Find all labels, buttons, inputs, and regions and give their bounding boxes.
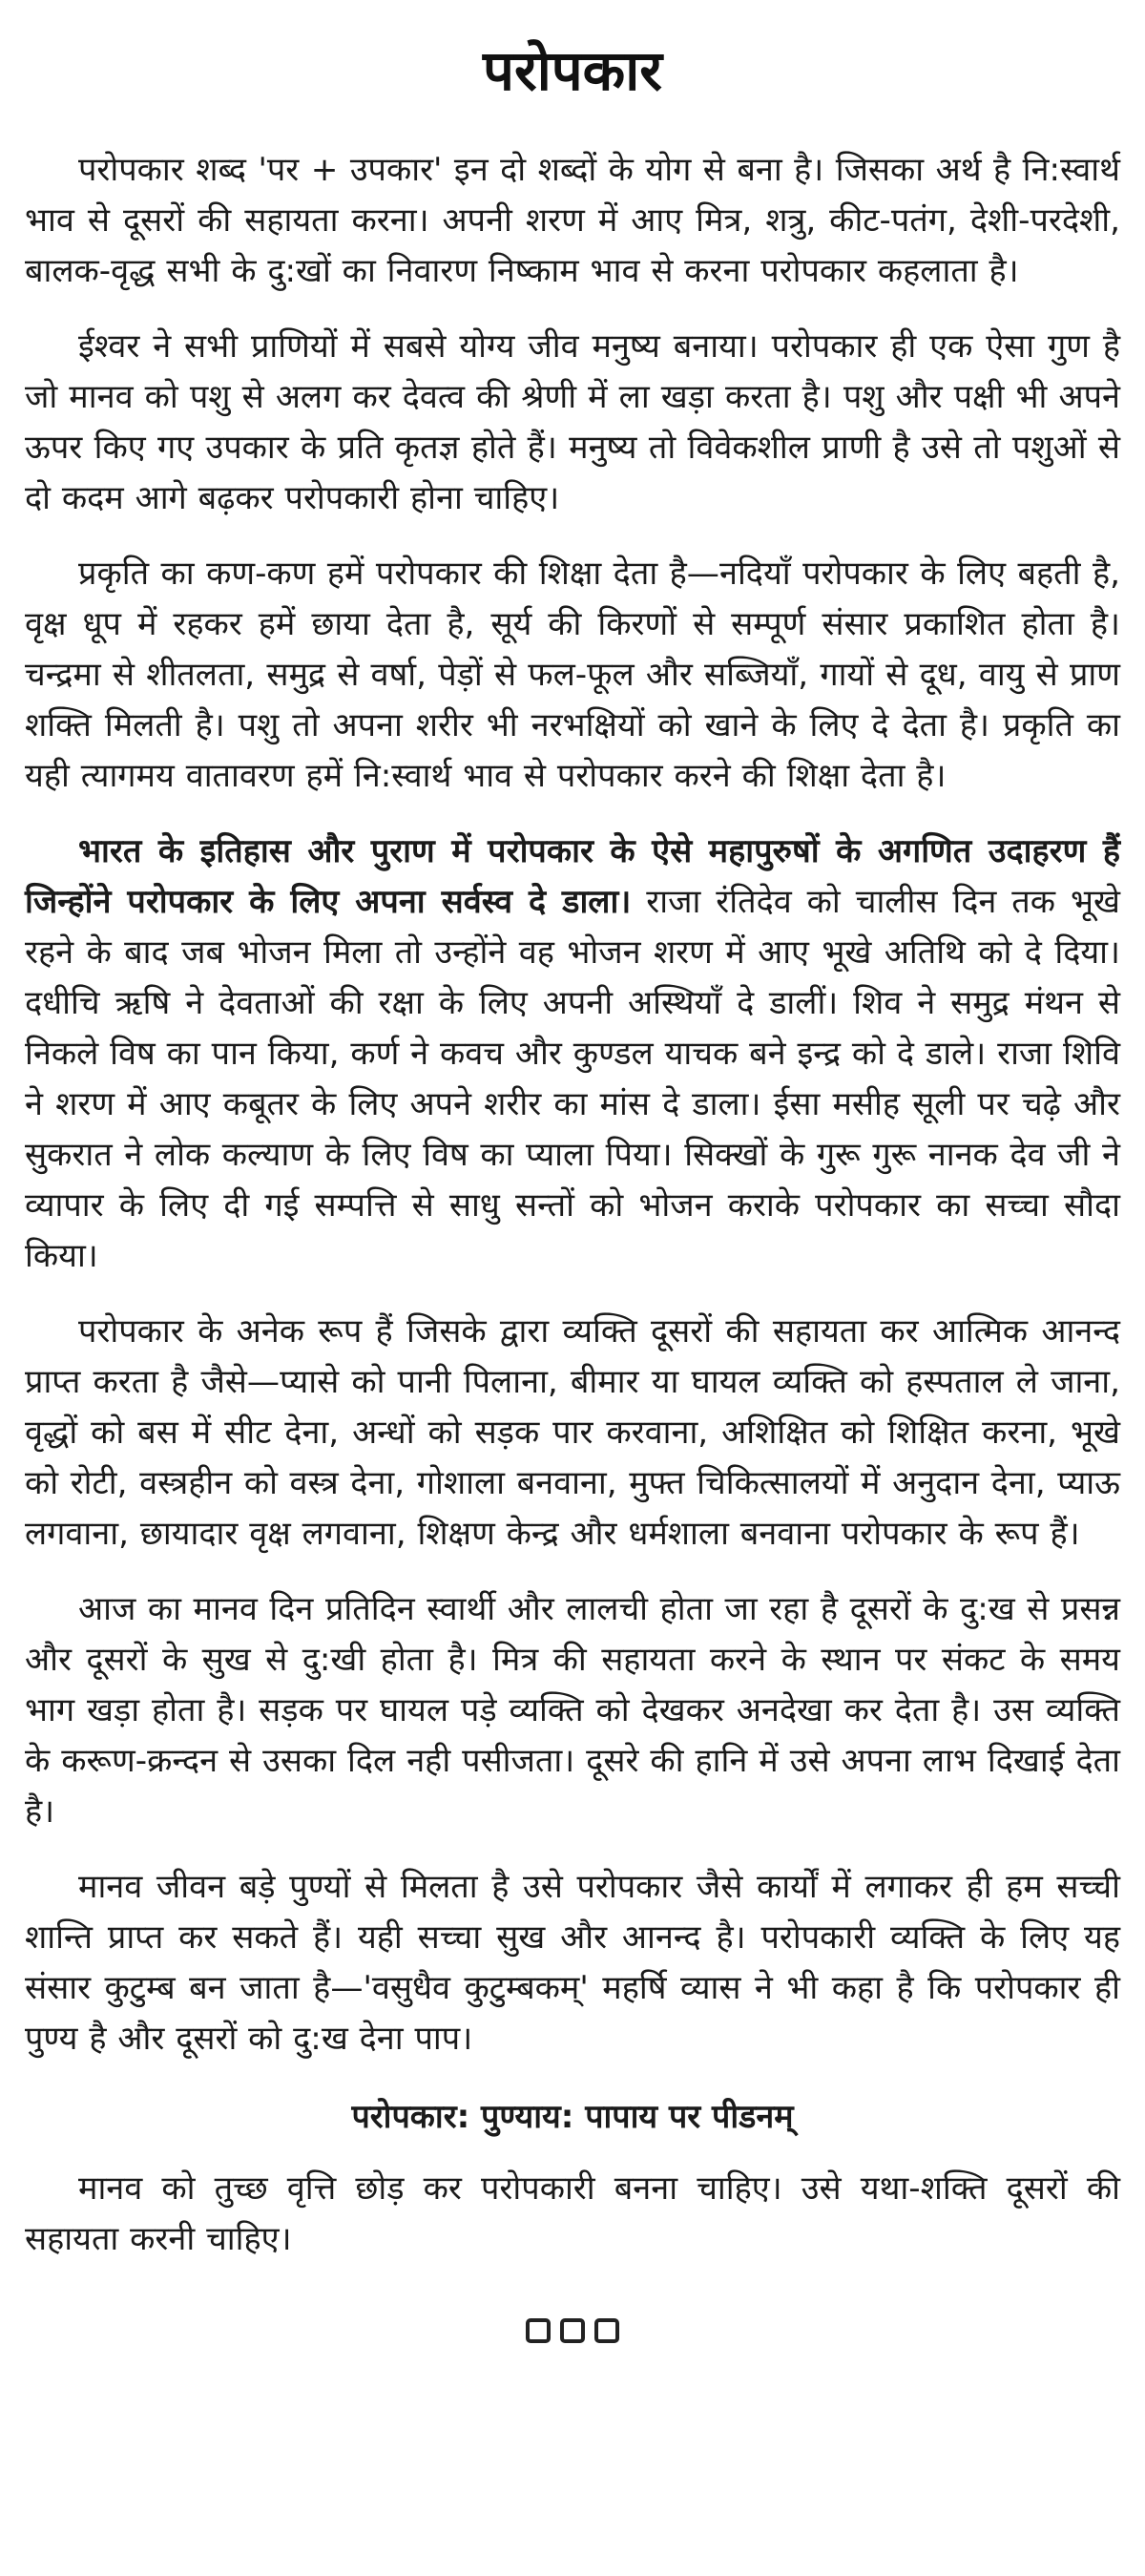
end-box-icon [594,2318,619,2343]
paragraph-1: परोपकार शब्द 'पर + उपकार' इन दो शब्दों के योग से बना है। जिसका अर्थ है नि:स्वार्थ भाव से दूसरों की सहायता करना। अपनी शरण में आए मित्र, शत्रु, कीट-पतंग, देशी-परदेशी, बालक-वृद्ध सभी के दु:खों का निवारण निष्काम भाव से करना परोपकार कहलाता है। [25,150,1120,290]
paragraph-4-rest: राजा रंतिदेव को चालीस दिन तक भूखे रहने के बाद जब भोजन मिला तो उन्होंने वह भोजन शरण में आए भूखे अतिथि को दे दिया। दधीचि ऋषि ने देवताओं की रक्षा के लिए अपनी अस्थियाँ दे डालीं। शिव ने समुद्र मंथन से निकले विष का पान किया, कर्ण ने कवच और कुण्डल याचक बने इन्द्र को दे डाले। राजा शिवि ने शरण में आए कबूतर के लिए अपने शरीर का मांस दे डाला। ईसा मसीह सूली पर चढ़े और सुकरात ने लोक कल्याण के लिए विष का प्याला पिया। सिक्खों के गुरू गुरू नानक देव जी ने व्यापार के लिए दी गई सम्पत्ति से साधु सन्तों को भोजन कराके परोपकार का सच्चा सौदा किया। [25,882,1120,1275]
end-box-icon [560,2318,585,2343]
paragraph-7: मानव जीवन बड़े पुण्यों से मिलता है उसे परोपकार जैसे कार्यों में लगाकर ही हम सच्ची शान्ति प्राप्त कर सकते हैं। यही सच्चा सुख और आनन्द है। परोपकारी व्यक्ति के लिए यह संसार कुटुम्ब बन जाता है—'वसुधैव कुटुम्बकम्' महर्षि व्यास ने भी कहा है कि परोपकार ही पुण्य है और दूसरों को दु:ख देना पाप। [25,1867,1120,2058]
paragraph-3: प्रकृति का कण-कण हमें परोपकार की शिक्षा देता है—नदियाँ परोपकार के लिए बहती है, वृक्ष धूप में रहकर हमें छाया देता है, सूर्य की किरणों से सम्पूर्ण संसार प्रकाशित होता है। चन्द्रमा से शीतलता, समुद्र से वर्षा, पेड़ों से फल-फूल और सब्जियाँ, गायों से दूध, वायु से प्राण शक्ति मिलती है। पशु तो अपना शरीर भी नरभक्षियों को खाने के लिए दे देता है। प्रकृति का यही त्यागमय वातावरण हमें नि:स्वार्थ भाव से परोपकार करने की शिक्षा देता है। [25,554,1120,795]
paragraph-4 [25,827,1120,1282]
sanskrit-motto: परोपकार: पुण्याय: पापाय पर पीडनम् [351,2097,794,2136]
page-title: परोपकार [483,38,662,103]
closing-paragraph: मानव को तुच्छ वृत्ति छोड़ कर परोपकारी बनना चाहिए। उसे यथा-शक्ति दूसरों की सहायता करनी चाहिए। [25,2168,1120,2258]
paragraph-2: ईश्वर ने सभी प्राणियों में सबसे योग्य जीव मनुष्य बनाया। परोपकार ही एक ऐसा गुण है जो मानव को पशु से अलग कर देवत्व की श्रेणी में ला खड़ा करता है। पशु और पक्षी भी अपने ऊपर किए गए उपकार के प्रति कृतज्ञ होते हैं। मनुष्य तो विवेकशील प्राणी है उसे तो पशुओं से दो कदम आगे बढ़कर परोपकारी होना चाहिए। [25,326,1120,517]
paragraph-4-bold-lead: भारत के इतिहास और पुराण में परोपकार के ऐसे महापुरुषों के अगणित उदाहरण हैं जिन्होंने परोपकार के लिए अपना सर्वस्व दे डाला। [25,831,1120,921]
end-marks [25,2318,1120,2347]
paragraph-5: परोपकार के अनेक रूप हैं जिसके द्वारा व्यक्ति दूसरों की सहायता कर आत्मिक आनन्द प्राप्त करता है जैसे—प्यासे को पानी पिलाना, बीमार या घायल व्यक्ति को हस्पताल ले जाना, वृद्धों को बस में सीट देना, अन्धों को सड़क पार करवाना, अशिक्षित को शिक्षित करना, भूखे को रोटी, वस्त्रहीन को वस्त्र देना, गोशाला बनवाना, मुफ्त चिकित्सालयों में अनुदान देना, प्याऊ लगवाना, छायादार वृक्ष लगवाना, शिक्षण केन्द्र और धर्मशाला बनवाना परोपकार के रूप हैं। [25,1311,1120,1553]
paragraph-6: आज का मानव दिन प्रतिदिन स्वार्थी और लालची होता जा रहा है दूसरों के दु:ख से प्रसन्न और दूसरों के सुख से दु:खी होता है। मित्र की सहायता करने के स्थान पर संकट के समय भाग खड़ा होता है। सड़क पर घायल पड़े व्यक्ति को देखकर अनदेखा कर देता है। उस व्यक्ति के करूण-क्रन्दन से उसका दिल नही पसीजता। दूसरे की हानि में उसे अपना लाभ दिखाई देता है। [25,1589,1120,1831]
end-box-icon [526,2318,551,2343]
